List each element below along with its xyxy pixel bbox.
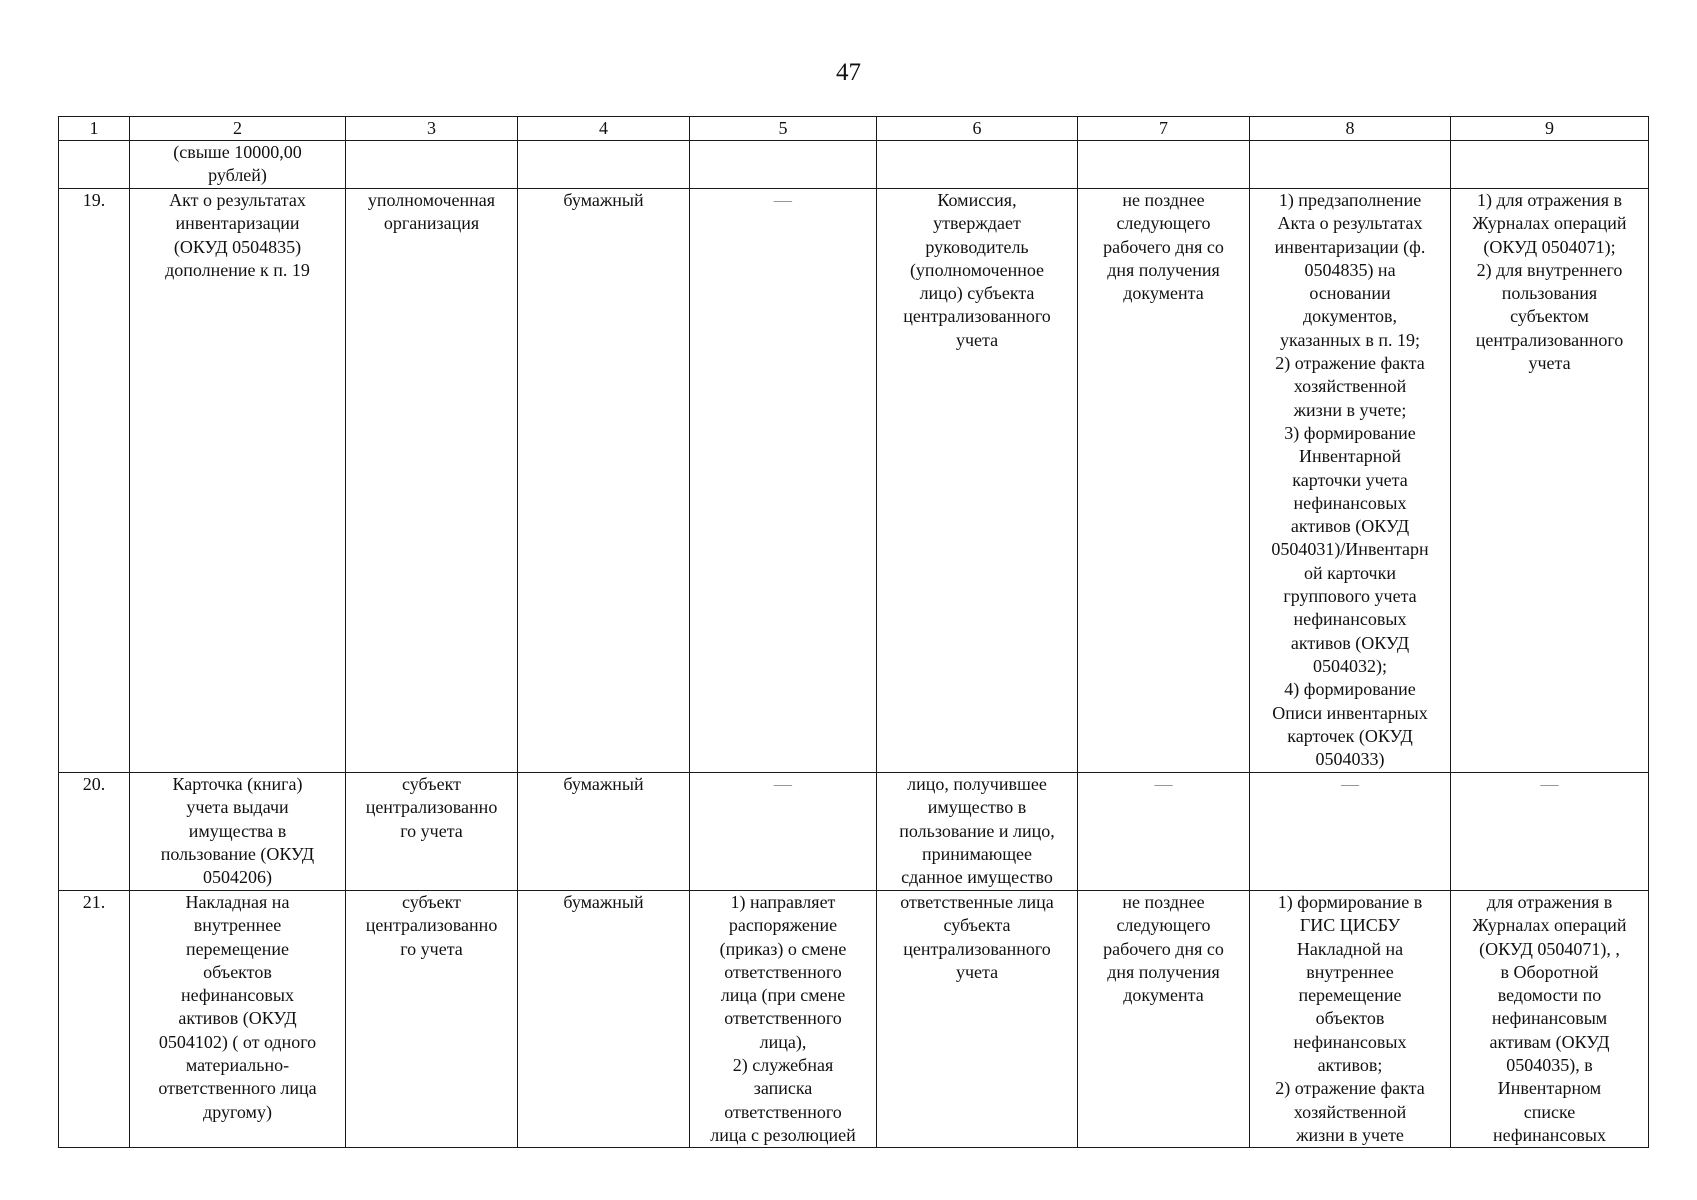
deadline: не позднее следующего рабочего дня со дня получения документа xyxy=(1078,891,1250,1148)
actions xyxy=(1250,141,1451,189)
column-header-1: 1 xyxy=(59,117,130,141)
table-row xyxy=(59,773,1649,891)
deadline: — xyxy=(1078,773,1250,891)
grounds: — xyxy=(690,189,877,773)
document-form: бумажный xyxy=(518,773,690,891)
producer xyxy=(346,141,518,189)
deadline: не позднее следующего рабочего дня со дня получения документа xyxy=(1078,189,1250,773)
grounds: 1) направляет распоряжение (приказ) о смене ответственного лица (при смене ответственного лица), 2) служебная записка ответственного лица с резолюцией xyxy=(690,891,877,1148)
row-number xyxy=(59,141,130,189)
column-header-2: 2 xyxy=(130,117,346,141)
producer: уполномоченная организация xyxy=(346,189,518,773)
producer: субъект централизованно го учета xyxy=(346,773,518,891)
grounds xyxy=(690,141,877,189)
document-form: бумажный xyxy=(518,189,690,773)
actions: 1) формирование в ГИС ЦИСБУ Накладной на внутреннее перемещение объектов нефинансовых активов; 2) отражение факта хозяйственной жизни в учете xyxy=(1250,891,1451,1148)
usage: — xyxy=(1451,773,1649,891)
table-row xyxy=(59,189,1649,773)
column-header-6: 6 xyxy=(877,117,1078,141)
row-number: 20. xyxy=(59,773,130,891)
row-number: 21. xyxy=(59,891,130,1148)
column-number-row xyxy=(59,117,1649,141)
usage: 1) для отражения в Журналах операций (ОКУД 0504071); 2) для внутреннего пользования субъектом централизованного учета xyxy=(1451,189,1649,773)
signer: лицо, получившее имущество в пользование и лицо, принимающее сданное имущество xyxy=(877,773,1078,891)
document-name: Карточка (книга) учета выдачи имущества в пользование (ОКУД 0504206) xyxy=(130,773,346,891)
row-number: 19. xyxy=(59,189,130,773)
table-row xyxy=(59,891,1649,1148)
document-name: Акт о результатах инвентаризации (ОКУД 0504835) дополнение к п. 19 xyxy=(130,189,346,773)
signer xyxy=(877,141,1078,189)
actions: 1) предзаполнение Акта о результатах инвентаризации (ф. 0504835) на основании документов, указанных в п. 19; 2) отражение факта хозяйственной жизни в учете; 3) формирование Инвентарной карточки учета нефинансовых активов (ОКУД 0504031)/Инвентарн ой карточки группового учета нефинансовых активов (ОКУД 0504032); 4) формирование Описи инвентарных карточек (ОКУД 0504033) xyxy=(1250,189,1451,773)
document-name: (свыше 10000,00 рублей) xyxy=(130,141,346,189)
page-number: 47 xyxy=(836,59,861,86)
document-name: Накладная на внутреннее перемещение объектов нефинансовых активов (ОКУД 0504102) ( от одного материально- ответственного лица другому) xyxy=(130,891,346,1148)
usage: для отражения в Журналах операций (ОКУД 0504071), , в Оборотной ведомости по нефинансовым активам (ОКУД 0504035), в Инвентарном списке нефинансовых xyxy=(1451,891,1649,1148)
column-header-8: 8 xyxy=(1250,117,1451,141)
table-row xyxy=(59,141,1649,189)
document-form xyxy=(518,141,690,189)
signer: Комиссия, утверждает руководитель (уполномоченное лицо) субъекта централизованного учета xyxy=(877,189,1078,773)
document-form: бумажный xyxy=(518,891,690,1148)
column-header-3: 3 xyxy=(346,117,518,141)
deadline xyxy=(1078,141,1250,189)
signer: ответственные лица субъекта централизованного учета xyxy=(877,891,1078,1148)
grounds: — xyxy=(690,773,877,891)
column-header-9: 9 xyxy=(1451,117,1649,141)
column-header-7: 7 xyxy=(1078,117,1250,141)
column-header-4: 4 xyxy=(518,117,690,141)
column-header-5: 5 xyxy=(690,117,877,141)
actions: — xyxy=(1250,773,1451,891)
document-table xyxy=(58,116,1649,1148)
usage xyxy=(1451,141,1649,189)
producer: субъект централизованно го учета xyxy=(346,891,518,1148)
